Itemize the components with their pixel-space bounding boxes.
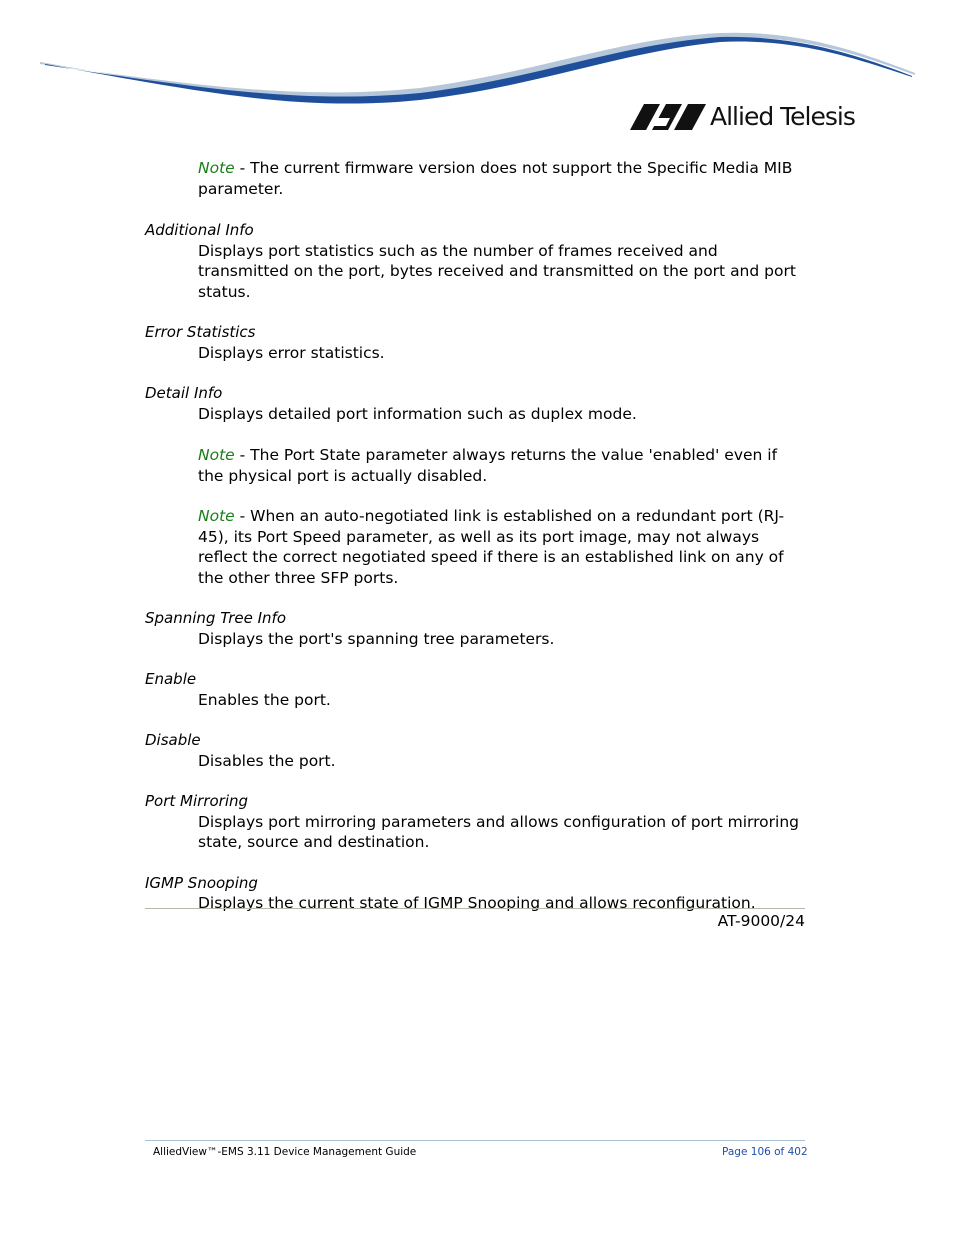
term: Spanning Tree Info <box>145 609 286 627</box>
item-enable <box>145 669 805 710</box>
item-additional-info <box>145 220 805 302</box>
company-logo <box>630 102 855 132</box>
note-text: - The Port State parameter always returns the value 'enabled' even if the physical port is actually disabled. <box>198 446 778 485</box>
detail-note-1 <box>198 445 805 486</box>
item-disable <box>145 730 805 771</box>
footer-page-number: Page 106 of 402 <box>722 1146 808 1158</box>
note-label: Note <box>198 507 235 525</box>
term: IGMP Snooping <box>145 873 258 892</box>
term: Port Mirroring <box>145 792 249 810</box>
term: Enable <box>145 670 197 688</box>
section-divider <box>145 908 805 909</box>
footer-guide-title: AlliedView™-EMS 3.11 Device Management Guide <box>153 1146 417 1158</box>
item-error-statistics <box>145 322 805 363</box>
item-spanning-tree-info <box>145 608 805 649</box>
note-text: - When an auto-negotiated link is established on a redundant port (RJ-45), its Port Speed parameter, as well as its port image, may not always reflect the correct negotiated speed if there is an established link on any of the other three SFP ports. <box>198 507 785 587</box>
description: Displays the current state of IGMP Snooping and allows reconfiguration. <box>198 894 756 912</box>
note-text: - The current firmware version does not support the Specific Media MIB parameter. <box>198 159 793 198</box>
description: Displays port statistics such as the number of frames received and transmitted on the port, bytes received and transmitted on the port and port status. <box>198 241 796 301</box>
intro-note <box>198 158 805 199</box>
description: Displays the port's spanning tree parameters. <box>198 629 555 648</box>
item-detail-info <box>145 383 805 588</box>
description: Displays detailed port information such as duplex mode. <box>198 404 637 423</box>
description: Disables the port. <box>198 751 336 770</box>
description: Displays error statistics. <box>198 343 385 362</box>
note-label: Note <box>198 446 235 464</box>
item-port-mirroring <box>145 791 805 853</box>
term: Error Statistics <box>145 323 256 341</box>
note-label: Note <box>198 159 235 177</box>
term: Additional Info <box>145 221 254 239</box>
detail-note-2 <box>198 506 805 588</box>
term: Disable <box>145 731 201 749</box>
footer-divider <box>145 1140 805 1141</box>
model-label: AT-9000/24 <box>717 912 805 930</box>
description: Displays port mirroring parameters and allows configuration of port mirroring state, source and destination. <box>198 812 799 851</box>
logo-text: Allied Telesis <box>710 102 855 131</box>
allied-telesis-logo-icon <box>630 104 706 130</box>
document-body <box>145 158 805 934</box>
description: Enables the port. <box>198 690 331 709</box>
term: Detail Info <box>145 384 223 402</box>
